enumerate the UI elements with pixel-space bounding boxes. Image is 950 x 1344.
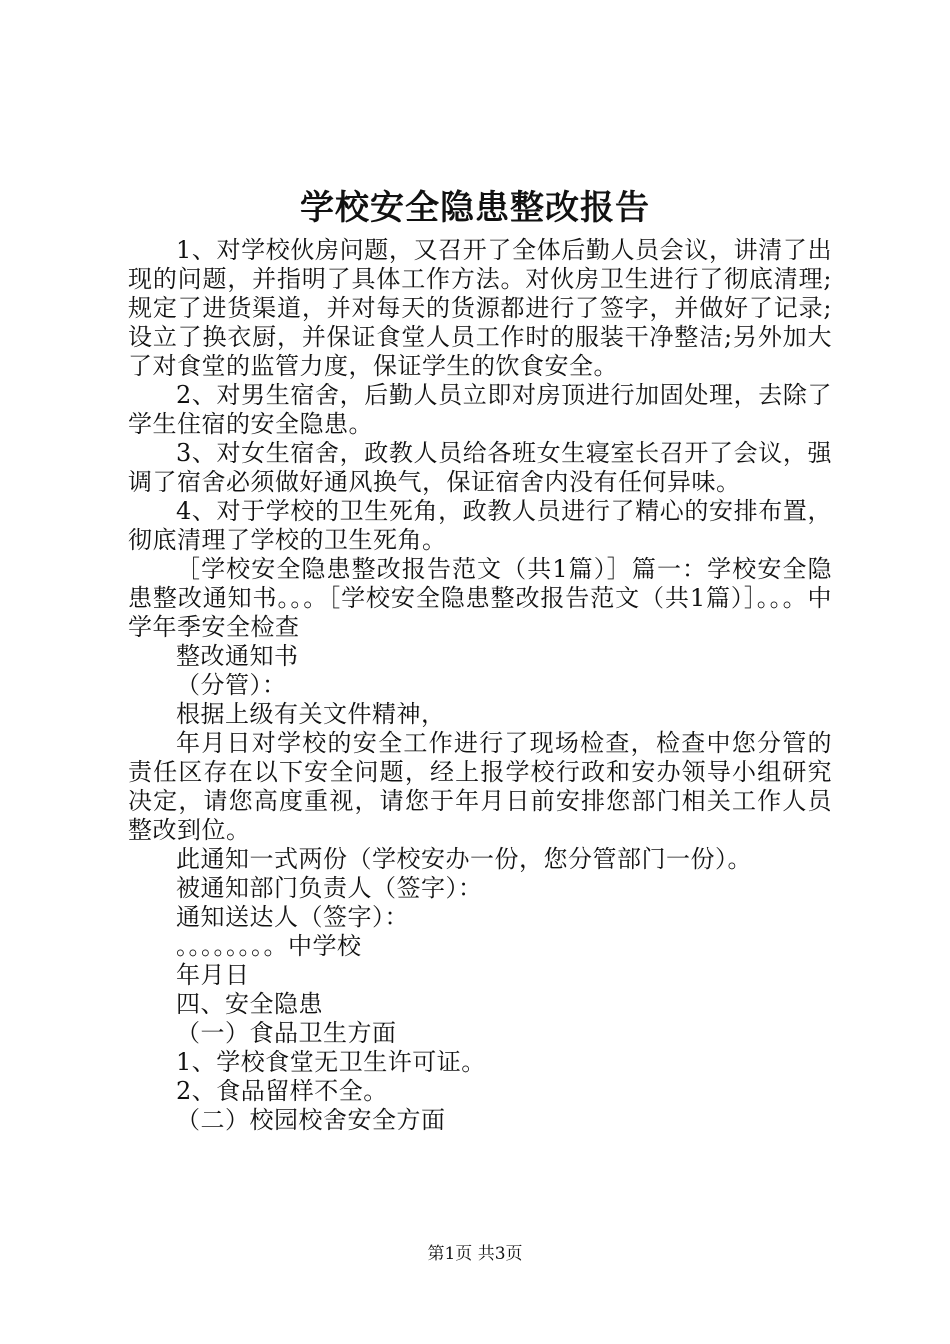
document-title: 学校安全隐患整改报告	[300, 188, 650, 228]
document-body	[128, 236, 832, 1135]
paragraph: 4、对于学校的卫生死角，政教人员进行了精心的安排布置，彻底清理了学校的卫生死角。	[128, 497, 832, 554]
paragraph: 此通知一式两份（学校安办一份，您分管部门一份）。	[176, 845, 752, 873]
paragraph: 根据上级有关文件精神，	[176, 700, 446, 728]
paragraph: 年月日对学校的安全工作进行了现场检查，检查中您分管的责任区存在以下安全问题，经上报学校行政和安办领导小组研究决定，请您高度重视，请您于年月日前安排您部门相关工作人员整改到位。	[128, 729, 832, 844]
paragraph: 1、对学校伙房问题，又召开了全体后勤人员会议，讲清了出现的问题，并指明了具体工作方法。对伙房卫生进行了彻底清理;规定了进货渠道，并对每天的货源都进行了签字，并做好了记录;设立了换衣厨，并保证食堂人员工作时的服装干净整洁;另外加大了对食堂的监管力度，保证学生的饮食安全。	[128, 236, 832, 380]
paragraph: 通知送达人（签字）：	[176, 903, 409, 931]
list-item: 2、食品留样不全。	[176, 1077, 388, 1105]
section-heading: 四、安全隐患	[176, 990, 323, 1018]
paragraph: 。。。。。。。。中学校	[176, 932, 362, 960]
paragraph: 3、对女生宿舍，政教人员给各班女生寝室长召开了会议，强调了宿舍必须做好通风换气，保证宿舍内没有任何异味。	[128, 439, 832, 496]
list-item: 1、学校食堂无卫生许可证。	[176, 1048, 486, 1076]
paragraph: 2、对男生宿舍，后勤人员立即对房顶进行加固处理，去除了学生住宿的安全隐患。	[128, 381, 832, 438]
paragraph: ［学校安全隐患整改报告范文（共1篇）］篇一：学校安全隐患整改通知书。。。［学校安全隐患整改报告范文（共1篇）］。。。中学年季安全检查	[128, 555, 832, 641]
page-footer: 第1页 共3页	[427, 1244, 523, 1264]
paragraph: 年月日	[176, 961, 250, 989]
paragraph: （分管）：	[176, 671, 287, 699]
paragraph: 整改通知书	[176, 642, 299, 670]
subsection-heading: （二）校园校舍安全方面	[176, 1106, 446, 1134]
paragraph: 被通知部门负责人（签字）：	[176, 874, 483, 902]
subsection-heading: （一）食品卫生方面	[176, 1019, 397, 1047]
